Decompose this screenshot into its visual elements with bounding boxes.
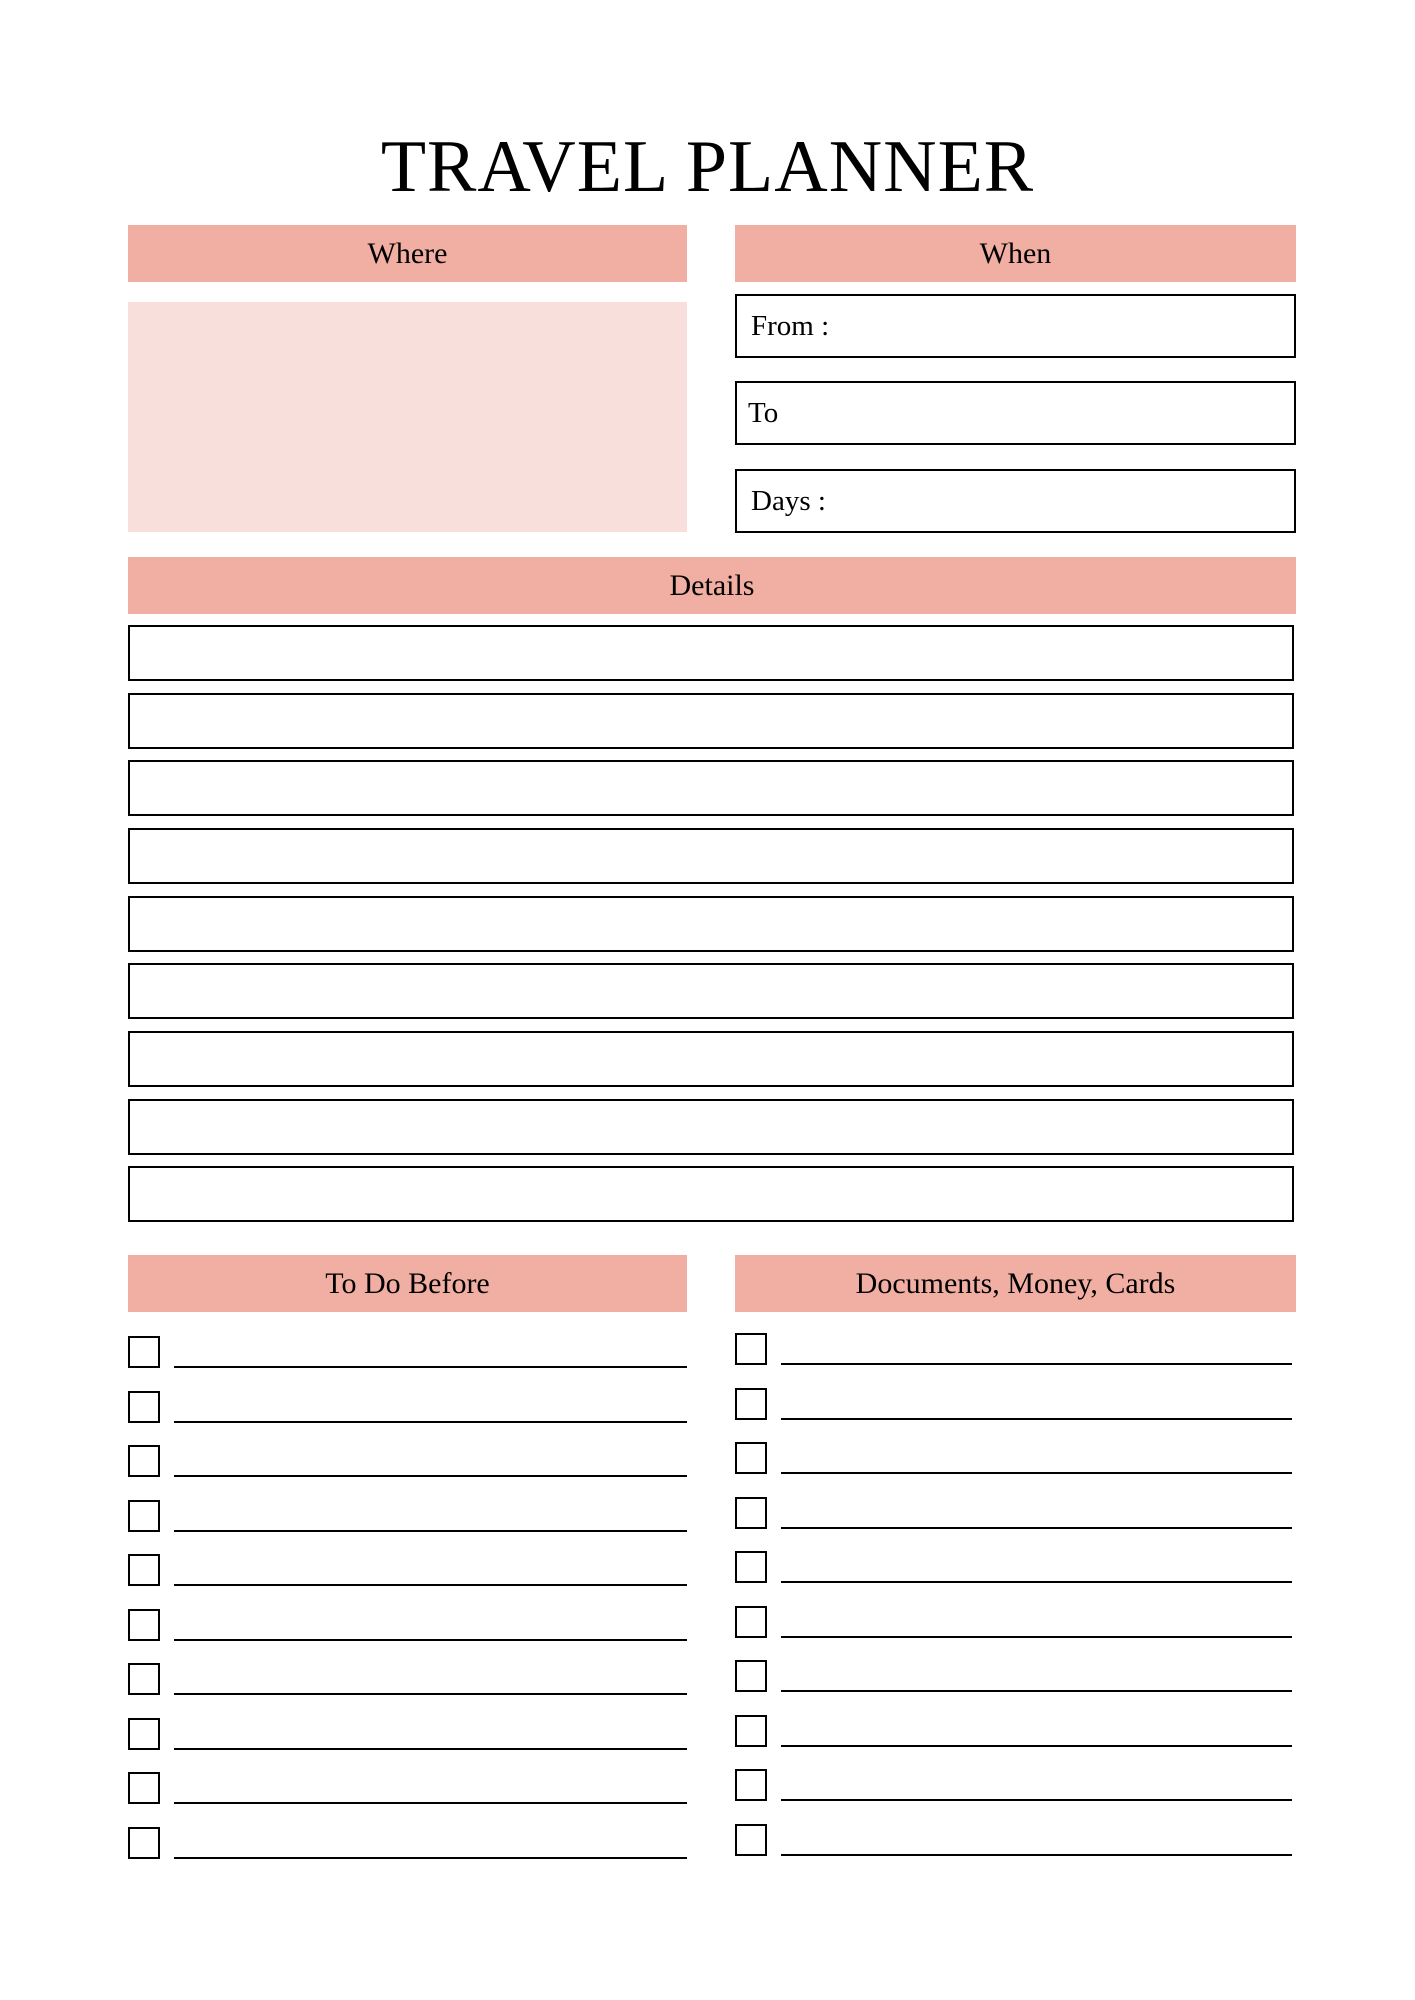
when-header: When — [735, 225, 1296, 282]
details-line[interactable] — [128, 1166, 1294, 1222]
documents-write-line[interactable] — [781, 1581, 1292, 1583]
todo-checkbox[interactable] — [128, 1336, 160, 1368]
details-line[interactable] — [128, 1031, 1294, 1087]
documents-item — [735, 1388, 1292, 1420]
todo-write-line[interactable] — [174, 1802, 687, 1804]
todo-item — [128, 1445, 687, 1477]
todo-item — [128, 1772, 687, 1804]
todo-checkbox[interactable] — [128, 1554, 160, 1586]
from-field[interactable] — [735, 294, 1296, 358]
todo-write-line[interactable] — [174, 1857, 687, 1859]
todo-item — [128, 1663, 687, 1695]
todo-write-line[interactable] — [174, 1639, 687, 1641]
documents-checkbox[interactable] — [735, 1333, 767, 1365]
todo-item — [128, 1500, 687, 1532]
to-label: To — [748, 397, 779, 429]
details-line[interactable] — [128, 828, 1294, 884]
todo-item — [128, 1554, 687, 1586]
todo-write-line[interactable] — [174, 1366, 687, 1368]
documents-write-line[interactable] — [781, 1799, 1292, 1801]
documents-header: Documents, Money, Cards — [735, 1255, 1296, 1312]
documents-item — [735, 1715, 1292, 1747]
documents-checkbox[interactable] — [735, 1442, 767, 1474]
documents-checkbox[interactable] — [735, 1497, 767, 1529]
details-line[interactable] — [128, 1099, 1294, 1155]
todo-item — [128, 1391, 687, 1423]
documents-write-line[interactable] — [781, 1745, 1292, 1747]
documents-write-line[interactable] — [781, 1418, 1292, 1420]
todo-checkbox[interactable] — [128, 1827, 160, 1859]
documents-item — [735, 1824, 1292, 1856]
todo-checkbox[interactable] — [128, 1718, 160, 1750]
todo-item — [128, 1827, 687, 1859]
todo-item — [128, 1609, 687, 1641]
details-line[interactable] — [128, 963, 1294, 1019]
documents-checkbox[interactable] — [735, 1388, 767, 1420]
documents-write-line[interactable] — [781, 1690, 1292, 1692]
todo-write-line[interactable] — [174, 1421, 687, 1423]
todo-checkbox[interactable] — [128, 1500, 160, 1532]
documents-item — [735, 1606, 1292, 1638]
documents-checkbox[interactable] — [735, 1715, 767, 1747]
documents-checkbox[interactable] — [735, 1769, 767, 1801]
documents-item — [735, 1551, 1292, 1583]
from-label: From : — [751, 310, 830, 342]
documents-checkbox[interactable] — [735, 1606, 767, 1638]
documents-checkbox[interactable] — [735, 1660, 767, 1692]
todo-write-line[interactable] — [174, 1530, 687, 1532]
todo-checkbox[interactable] — [128, 1772, 160, 1804]
details-line[interactable] — [128, 896, 1294, 952]
todo-write-line[interactable] — [174, 1584, 687, 1586]
todo-write-line[interactable] — [174, 1475, 687, 1477]
where-input-area[interactable] — [128, 302, 687, 532]
todo-header: To Do Before — [128, 1255, 687, 1312]
todo-item — [128, 1336, 687, 1368]
where-header: Where — [128, 225, 687, 282]
documents-item — [735, 1333, 1292, 1365]
days-field[interactable] — [735, 469, 1296, 533]
documents-item — [735, 1769, 1292, 1801]
documents-write-line[interactable] — [781, 1363, 1292, 1365]
details-line[interactable] — [128, 625, 1294, 681]
details-line[interactable] — [128, 693, 1294, 749]
documents-write-line[interactable] — [781, 1636, 1292, 1638]
to-field[interactable] — [735, 381, 1296, 445]
documents-checkbox[interactable] — [735, 1551, 767, 1583]
days-label: Days : — [751, 485, 826, 517]
documents-item — [735, 1442, 1292, 1474]
todo-item — [128, 1718, 687, 1750]
todo-write-line[interactable] — [174, 1748, 687, 1750]
details-line[interactable] — [128, 760, 1294, 816]
documents-write-line[interactable] — [781, 1527, 1292, 1529]
todo-write-line[interactable] — [174, 1693, 687, 1695]
documents-item — [735, 1497, 1292, 1529]
documents-write-line[interactable] — [781, 1472, 1292, 1474]
details-header: Details — [128, 557, 1296, 614]
todo-checkbox[interactable] — [128, 1663, 160, 1695]
documents-item — [735, 1660, 1292, 1692]
todo-checkbox[interactable] — [128, 1391, 160, 1423]
documents-checkbox[interactable] — [735, 1824, 767, 1856]
page-title: TRAVEL PLANNER — [380, 126, 1035, 208]
todo-checkbox[interactable] — [128, 1445, 160, 1477]
documents-write-line[interactable] — [781, 1854, 1292, 1856]
todo-checkbox[interactable] — [128, 1609, 160, 1641]
